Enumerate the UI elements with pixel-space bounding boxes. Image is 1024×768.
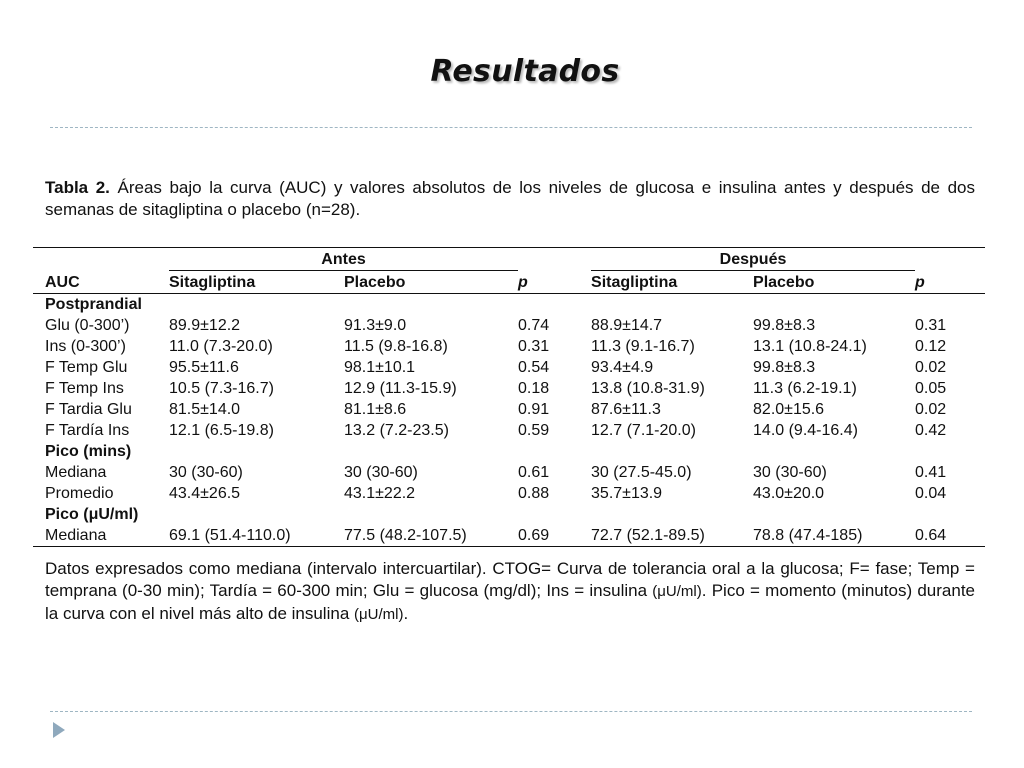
cell-despues-sitagliptina: 35.7±13.9: [591, 485, 663, 502]
bottom-divider: [50, 711, 972, 712]
row-label: Mediana: [45, 464, 107, 481]
table-row: [33, 525, 985, 547]
cell-despues-sitagliptina: 12.7 (7.1-20.0): [591, 422, 696, 439]
cell-despues-placebo: 78.8 (47.4-185): [753, 525, 915, 547]
cell-antes-sitagliptina: 43.4±26.5: [169, 485, 241, 502]
cell-antes-sitagliptina: 30 (30-60): [169, 464, 243, 481]
cell-antes-sitagliptina: 81.5±14.0: [169, 401, 241, 418]
cell-despues-sitagliptina: 93.4±4.9: [591, 359, 654, 376]
table-notes: [45, 558, 975, 626]
cell-despues-p: 0.05: [915, 380, 947, 397]
header-empty-cell: [915, 248, 985, 272]
cell-antes-placebo: 91.3±9.0: [344, 317, 407, 334]
cell-despues-placebo: 30 (30-60): [753, 464, 827, 481]
table-row: [33, 399, 985, 420]
cell-despues-sitagliptina: 87.6±11.3: [591, 401, 661, 418]
cell-despues-sitagliptina: 72.7 (52.1-89.5): [591, 525, 753, 547]
cell-antes-placebo: 30 (30-60): [344, 464, 418, 481]
results-table: [33, 247, 985, 547]
section-label: Pico (μU/ml): [45, 506, 139, 523]
cell-antes-p: 0.54: [518, 359, 550, 376]
cell-despues-placebo: 99.8±8.3: [753, 359, 816, 376]
row-label: Ins (0-300’): [45, 338, 126, 355]
notes-text: . Pico = momento (minutos) durante la curva con el nivel más alto de insulina: [45, 581, 975, 623]
cell-antes-sitagliptina: 11.0 (7.3-20.0): [169, 338, 273, 355]
col-header-auc: AUC: [33, 271, 169, 294]
table-row: [33, 462, 985, 483]
cell-despues-placebo: 82.0±15.6: [753, 401, 825, 418]
row-label: Promedio: [45, 485, 114, 502]
cell-antes-p: 0.59: [518, 422, 550, 439]
table-row: [33, 483, 985, 504]
header-empty-cell: [518, 248, 591, 272]
col-header-antes-p: p: [518, 271, 591, 294]
header-empty-cell: [33, 248, 169, 272]
cell-despues-p: 0.04: [915, 485, 947, 502]
notes-text: Datos expresados como mediana (intervalo intercuartilar). CTOG= Curva de tolerancia oral a la glucosa; F= fase; Temp = temprana (0-30 min); Tardía = 60-300 min; Glu = glucosa (mg/dl); Ins = insulina: [45, 559, 975, 600]
notes-unit: (μU/ml): [354, 606, 404, 623]
top-divider: [50, 127, 972, 128]
slide-title: Resultados: [430, 54, 620, 89]
cell-antes-p: 0.61: [518, 464, 550, 481]
cell-despues-p: 0.12: [915, 338, 947, 355]
notes-unit: (μU/ml): [652, 583, 702, 600]
group-header-antes: Antes: [169, 248, 518, 272]
play-arrow-icon[interactable]: [53, 722, 65, 738]
cell-despues-sitagliptina: 13.8 (10.8-31.9): [591, 380, 705, 397]
table-section-row: [33, 504, 985, 525]
cell-antes-sitagliptina: 89.9±12.2: [169, 317, 241, 334]
cell-antes-placebo: 77.5 (48.2-107.5): [344, 525, 518, 547]
cell-antes-placebo: 43.1±22.2: [344, 485, 416, 502]
cell-despues-p: 0.42: [915, 422, 947, 439]
row-label: F Tardia Glu: [45, 401, 132, 418]
cell-despues-placebo: 99.8±8.3: [753, 317, 816, 334]
cell-antes-placebo: 12.9 (11.3-15.9): [344, 380, 457, 397]
col-header-despues-sitagliptina: Sitagliptina: [591, 271, 753, 294]
section-label: Pico (mins): [45, 443, 132, 460]
cell-despues-placebo: 11.3 (6.2-19.1): [753, 380, 857, 397]
col-header-despues-placebo: Placebo: [753, 271, 915, 294]
row-label: F Temp Glu: [45, 359, 128, 376]
cell-antes-placebo: 11.5 (9.8-16.8): [344, 338, 448, 355]
cell-antes-sitagliptina: 10.5 (7.3-16.7): [169, 380, 274, 397]
caption-label: Tabla 2.: [45, 178, 110, 197]
results-table-wrapper: [33, 247, 985, 547]
table-row: [33, 378, 985, 399]
caption-text: Áreas bajo la curva (AUC) y valores absolutos de los niveles de glucosa e insulina antes y después de dos semanas de sitagliptina o placebo (n=28).: [45, 178, 975, 219]
cell-antes-sitagliptina: 95.5±11.6: [169, 359, 239, 376]
section-label: Postprandial: [45, 296, 142, 313]
cell-despues-p: 0.31: [915, 317, 947, 334]
cell-despues-placebo: 43.0±20.0: [753, 485, 825, 502]
col-header-despues-p: p: [915, 271, 985, 294]
table-row: [33, 420, 985, 441]
row-label: F Tardía Ins: [45, 422, 130, 439]
cell-despues-p: 0.02: [915, 401, 947, 418]
cell-despues-p: 0.02: [915, 359, 947, 376]
cell-antes-placebo: 98.1±10.1: [344, 359, 416, 376]
cell-despues-p: 0.64: [915, 525, 985, 547]
table-section-row: [33, 294, 985, 316]
table-row: [33, 357, 985, 378]
table-caption: [45, 177, 975, 221]
cell-despues-placebo: 14.0 (9.4-16.4): [753, 422, 858, 439]
cell-antes-sitagliptina: 12.1 (6.5-19.8): [169, 422, 274, 439]
cell-antes-p: 0.31: [518, 338, 550, 355]
cell-despues-sitagliptina: 11.3 (9.1-16.7): [591, 338, 695, 355]
col-header-antes-placebo: Placebo: [344, 271, 518, 294]
notes-text: .: [403, 604, 409, 623]
table-body: [33, 294, 985, 547]
cell-despues-placebo: 13.1 (10.8-24.1): [753, 338, 867, 355]
cell-antes-sitagliptina: 69.1 (51.4-110.0): [169, 525, 344, 547]
table-row: [33, 315, 985, 336]
cell-antes-placebo: 13.2 (7.2-23.5): [344, 422, 449, 439]
row-label: F Temp Ins: [45, 380, 124, 397]
cell-antes-p: 0.69: [518, 525, 591, 547]
cell-antes-p: 0.18: [518, 380, 550, 397]
table-row: [33, 336, 985, 357]
row-label: Glu (0-300’): [45, 317, 130, 334]
cell-despues-p: 0.41: [915, 464, 947, 481]
cell-antes-placebo: 81.1±8.6: [344, 401, 407, 418]
cell-antes-p: 0.74: [518, 317, 550, 334]
cell-despues-sitagliptina: 30 (27.5-45.0): [591, 464, 692, 481]
row-label: Mediana: [33, 525, 169, 547]
cell-antes-p: 0.88: [518, 485, 550, 502]
cell-antes-p: 0.91: [518, 401, 550, 418]
table-section-row: [33, 441, 985, 462]
cell-despues-sitagliptina: 88.9±14.7: [591, 317, 663, 334]
group-header-despues: Después: [591, 248, 915, 272]
col-header-antes-sitagliptina: Sitagliptina: [169, 271, 344, 294]
